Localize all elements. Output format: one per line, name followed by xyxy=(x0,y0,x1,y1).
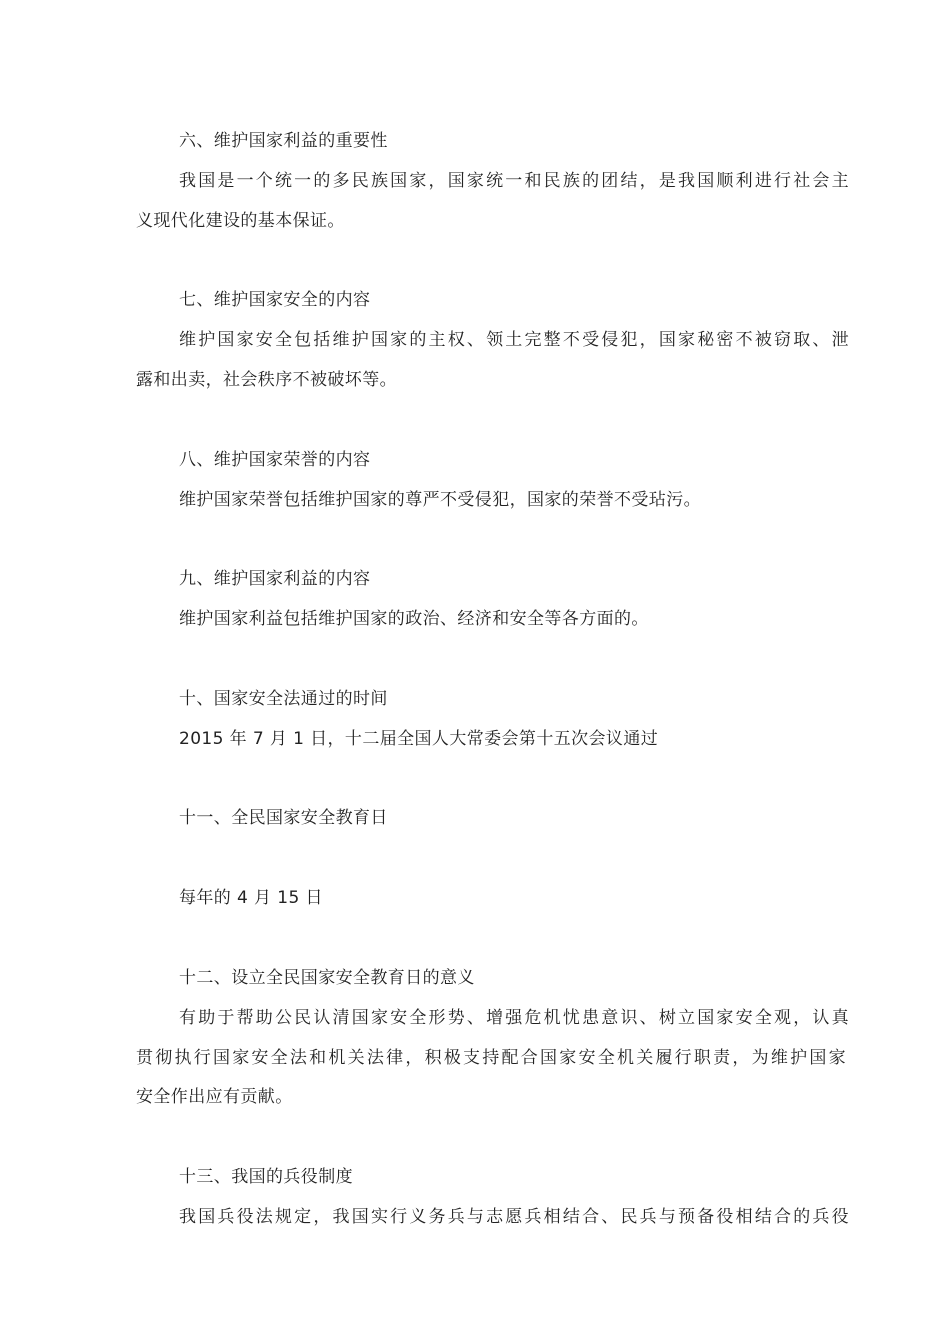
section-heading: 六、维护国家利益的重要性 xyxy=(179,131,388,151)
paragraph-line: 我国兵役法规定，我国实行义务兵与志愿兵相结合、民兵与预备役相结合的兵役 xyxy=(179,1207,849,1227)
section-heading: 八、维护国家荣誉的内容 xyxy=(179,450,371,470)
section-heading: 十三、我国的兵役制度 xyxy=(179,1167,353,1187)
paragraph-line: 每年的 4 月 15 日 xyxy=(179,888,323,908)
paragraph-line: 维护国家荣誉包括维护国家的尊严不受侵犯，国家的荣誉不受玷污。 xyxy=(179,490,701,510)
section-heading: 七、维护国家安全的内容 xyxy=(179,290,371,310)
section-heading: 十、国家安全法通过的时间 xyxy=(179,689,388,709)
paragraph-line: 义现代化建设的基本保证。 xyxy=(136,211,345,231)
paragraph-line: 维护国家安全包括维护国家的主权、领土完整不受侵犯，国家秘密不被窃取、泄 xyxy=(179,330,849,350)
paragraph-line: 安全作出应有贡献。 xyxy=(136,1087,293,1107)
section-heading: 十一、全民国家安全教育日 xyxy=(179,808,388,828)
paragraph-line: 维护国家利益包括维护国家的政治、经济和安全等各方面的。 xyxy=(179,609,649,629)
paragraph-line: 我国是一个统一的多民族国家，国家统一和民族的团结，是我国顺利进行社会主 xyxy=(179,171,849,191)
section-heading: 九、维护国家利益的内容 xyxy=(179,569,371,589)
section-heading: 十二、设立全民国家安全教育日的意义 xyxy=(179,968,475,988)
paragraph-line: 贯彻执行国家安全法和机关法律，积极支持配合国家安全机关履行职责，为维护国家 xyxy=(136,1048,846,1068)
paragraph-line: 有助于帮助公民认清国家安全形势、增强危机忧患意识、树立国家安全观，认真 xyxy=(179,1008,849,1028)
paragraph-line: 露和出卖，社会秩序不被破坏等。 xyxy=(136,370,397,390)
paragraph-line: 2015 年 7 月 1 日，十二届全国人大常委会第十五次会议通过 xyxy=(179,729,659,749)
